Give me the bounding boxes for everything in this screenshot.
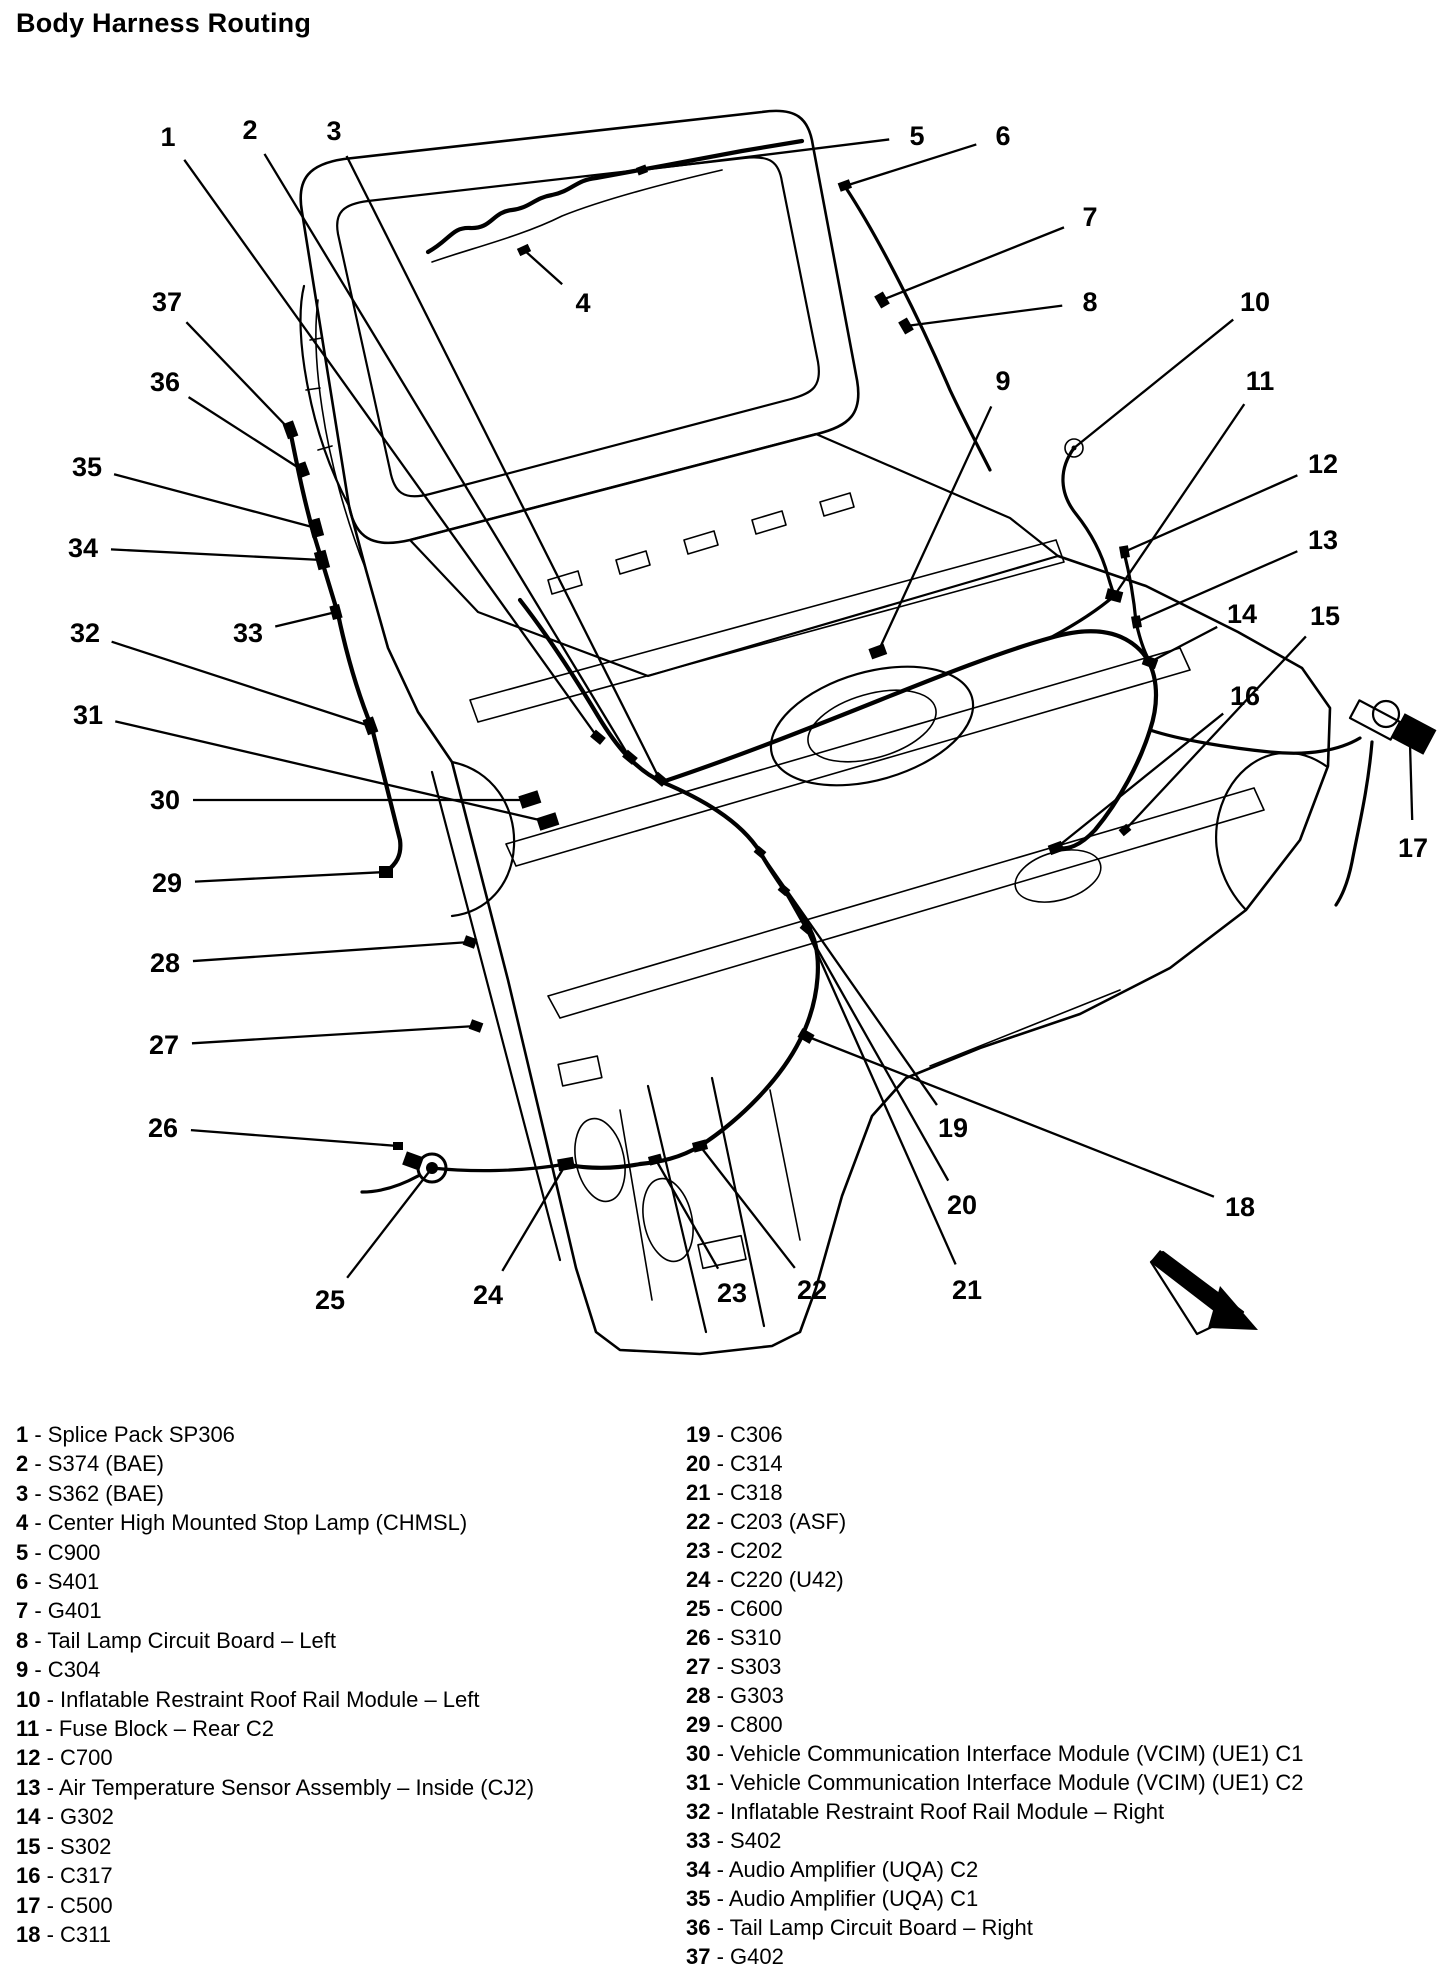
legend-item-label: - C304 xyxy=(28,1657,101,1683)
legend-item-8 xyxy=(16,1626,534,1655)
legend-item-number: 37 xyxy=(686,1944,711,1969)
legend-item-label: - Audio Amplifier (UQA) C1 xyxy=(710,1886,979,1911)
legend-item-22 xyxy=(686,1507,1303,1536)
legend-item-number: 17 xyxy=(16,1892,41,1918)
legend-item-number: 16 xyxy=(16,1863,41,1889)
legend-item-label: - C306 xyxy=(710,1422,783,1447)
legend-item-30 xyxy=(686,1739,1303,1768)
legend-item-label: - Fuse Block – Rear C2 xyxy=(39,1716,275,1742)
callout-layer xyxy=(68,115,1428,1315)
legend-column-left xyxy=(16,1420,534,1949)
leader-target-10 xyxy=(1072,446,1077,451)
callout-25: 25 xyxy=(314,1285,346,1315)
leader-target-23 xyxy=(654,1158,659,1163)
legend-item-number: 1 xyxy=(16,1422,29,1447)
legend-item-label: - S303 xyxy=(710,1654,782,1679)
legend-item-11 xyxy=(16,1714,534,1743)
callout-7: 7 xyxy=(1082,202,1098,232)
leader-target-30 xyxy=(528,798,533,803)
legend-item-label: - G302 xyxy=(40,1804,114,1830)
leader-target-24 xyxy=(564,1162,569,1167)
legend-item-9 xyxy=(16,1655,534,1684)
callout-29: 29 xyxy=(151,868,183,898)
legend-item-37 xyxy=(686,1942,1303,1971)
legend-item-21 xyxy=(686,1478,1303,1507)
callout-24: 24 xyxy=(472,1280,504,1310)
legend-item-number: 27 xyxy=(686,1654,711,1679)
legend-item-label: - C600 xyxy=(710,1596,783,1621)
legend-item-26 xyxy=(686,1623,1303,1652)
leader-target-21 xyxy=(804,926,809,931)
callout-13: 13 xyxy=(1307,525,1339,555)
callout-21: 21 xyxy=(951,1275,983,1305)
leader-target-20 xyxy=(782,888,787,893)
legend-item-31 xyxy=(686,1768,1303,1797)
leader-target-28 xyxy=(468,940,473,945)
leader-line-32 xyxy=(112,642,370,726)
legend-item-label: - S402 xyxy=(710,1828,782,1853)
leader-target-3 xyxy=(658,778,663,783)
page-title: Body Harness Routing xyxy=(16,8,312,38)
leader-target-11 xyxy=(1112,594,1117,599)
legend-item-number: 13 xyxy=(16,1774,41,1800)
callout-12: 12 xyxy=(1307,449,1339,479)
legend-item-number: 7 xyxy=(16,1598,29,1624)
leader-line-35 xyxy=(114,474,316,528)
callout-28: 28 xyxy=(149,948,181,978)
callout-19: 19 xyxy=(937,1113,969,1143)
callout-37: 37 xyxy=(151,287,183,317)
legend-item-label: - C500 xyxy=(40,1892,113,1918)
legend-item-number: 28 xyxy=(686,1683,711,1708)
legend-item-33 xyxy=(686,1826,1303,1855)
legend-item-label: - Vehicle Communication Interface Module (VCIM) (UE1) C1 xyxy=(710,1741,1304,1766)
leader-line-21 xyxy=(806,928,956,1264)
leader-target-25 xyxy=(430,1166,435,1171)
legend-item-label: - Center High Mounted Stop Lamp (CHMSL) xyxy=(28,1510,468,1536)
leader-target-22 xyxy=(698,1144,703,1149)
leader-line-37 xyxy=(186,322,290,430)
legend-column-right xyxy=(686,1420,1303,1971)
legend-item-label: - S374 (BAE) xyxy=(28,1451,164,1477)
legend-item-number: 33 xyxy=(686,1828,711,1853)
callout-20: 20 xyxy=(946,1190,978,1220)
legend-item-number: 4 xyxy=(16,1510,29,1536)
leader-target-26 xyxy=(396,1144,401,1149)
legend-item-number: 36 xyxy=(686,1915,711,1940)
leader-line-33 xyxy=(275,612,336,627)
leader-line-17 xyxy=(1410,744,1412,820)
legend-item-label: - Tail Lamp Circuit Board – Left xyxy=(28,1627,336,1653)
legend-item-18 xyxy=(16,1920,534,1949)
legend-item-label: - G401 xyxy=(28,1598,102,1624)
callout-4: 4 xyxy=(575,288,591,318)
leader-target-32 xyxy=(368,724,373,729)
callout-34: 34 xyxy=(67,533,99,563)
leader-target-1 xyxy=(596,736,601,741)
legend-item-4 xyxy=(16,1508,534,1537)
callout-14: 14 xyxy=(1226,599,1258,629)
leader-target-33 xyxy=(334,610,339,615)
legend-item-label: - S310 xyxy=(710,1625,782,1650)
leader-target-36 xyxy=(300,468,305,473)
legend-item-number: 34 xyxy=(686,1857,711,1882)
connector-blobs xyxy=(283,165,1159,1172)
legend-item-2 xyxy=(16,1449,534,1478)
legend-item-number: 2 xyxy=(16,1451,29,1477)
callout-2: 2 xyxy=(242,115,258,145)
leader-line-5 xyxy=(642,139,889,170)
legend-item-number: 14 xyxy=(16,1804,41,1830)
legend-item-number: 20 xyxy=(686,1451,711,1476)
legend-item-label: - Splice Pack SP306 xyxy=(28,1422,235,1447)
legend-item-label: - C203 (ASF) xyxy=(710,1509,847,1534)
legend-item-7 xyxy=(16,1596,534,1625)
legend-item-number: 23 xyxy=(686,1538,711,1563)
legend-item-32 xyxy=(686,1797,1303,1826)
legend-item-number: 31 xyxy=(686,1770,711,1795)
leader-target-2 xyxy=(628,756,633,761)
callout-1: 1 xyxy=(160,122,176,152)
leader-line-27 xyxy=(192,1026,476,1043)
callout-36: 36 xyxy=(149,367,181,397)
legend-item-number: 26 xyxy=(686,1625,711,1650)
legend-item-label: - G303 xyxy=(710,1683,784,1708)
callout-18: 18 xyxy=(1224,1192,1256,1222)
leader-target-18 xyxy=(804,1034,809,1039)
callout-10: 10 xyxy=(1239,287,1271,317)
leader-target-12 xyxy=(1122,550,1127,555)
legend-item-number: 21 xyxy=(686,1480,711,1505)
leader-target-13 xyxy=(1134,620,1139,625)
legend-item-1 xyxy=(16,1420,534,1449)
leader-target-5 xyxy=(640,168,645,173)
leader-target-31 xyxy=(546,820,551,825)
legend-item-13 xyxy=(16,1773,534,1802)
legend-item-label: - C202 xyxy=(710,1538,783,1563)
legend-item-number: 6 xyxy=(16,1569,29,1595)
callout-35: 35 xyxy=(71,452,103,482)
legend-item-number: 30 xyxy=(686,1741,711,1766)
leader-line-9 xyxy=(878,406,991,652)
callout-22: 22 xyxy=(796,1275,828,1305)
legend-item-number: 29 xyxy=(686,1712,711,1737)
legend-item-3 xyxy=(16,1479,534,1508)
legend-item-number: 15 xyxy=(16,1833,41,1859)
legend-item-number: 3 xyxy=(16,1480,29,1506)
leader-line-12 xyxy=(1124,475,1297,552)
legend-item-label: - Tail Lamp Circuit Board – Right xyxy=(710,1915,1033,1940)
leader-line-29 xyxy=(195,872,386,882)
leader-line-18 xyxy=(806,1036,1214,1197)
legend-item-label: - S362 (BAE) xyxy=(28,1480,164,1506)
legend-item-23 xyxy=(686,1536,1303,1565)
callout-32: 32 xyxy=(69,618,101,648)
leader-line-28 xyxy=(193,942,470,961)
leader-line-8 xyxy=(906,306,1062,326)
legend-item-10 xyxy=(16,1685,534,1714)
leader-line-16 xyxy=(1056,714,1223,848)
legend-item-number: 9 xyxy=(16,1657,29,1683)
callout-31: 31 xyxy=(72,700,104,730)
legend-item-27 xyxy=(686,1652,1303,1681)
legend-item-number: 19 xyxy=(686,1422,711,1447)
legend-item-number: 25 xyxy=(686,1596,711,1621)
legend-item-number: 35 xyxy=(686,1886,711,1911)
legend-item-label: - Vehicle Communication Interface Module (VCIM) (UE1) C2 xyxy=(710,1770,1304,1795)
legend-item-12 xyxy=(16,1743,534,1772)
leader-line-3 xyxy=(347,156,660,780)
leader-line-13 xyxy=(1136,551,1297,622)
leader-target-7 xyxy=(880,298,885,303)
legend-item-24 xyxy=(686,1565,1303,1594)
callout-5: 5 xyxy=(909,121,925,151)
legend-item-5 xyxy=(16,1538,534,1567)
leader-line-10 xyxy=(1074,320,1233,448)
legend-item-number: 11 xyxy=(16,1716,40,1742)
callout-11: 11 xyxy=(1245,366,1275,396)
legend-item-19 xyxy=(686,1420,1303,1449)
legend-item-label: - G402 xyxy=(710,1944,784,1969)
legend-item-15 xyxy=(16,1832,534,1861)
legend-item-14 xyxy=(16,1802,534,1831)
leader-line-36 xyxy=(189,397,302,470)
callout-17: 17 xyxy=(1397,833,1429,863)
leader-line-11 xyxy=(1114,404,1244,596)
legend-item-number: 18 xyxy=(16,1921,41,1947)
legend-item-label: - Air Temperature Sensor Assembly – Inside (CJ2) xyxy=(40,1774,535,1800)
leader-target-8 xyxy=(904,324,909,329)
leader-line-24 xyxy=(502,1164,566,1271)
leader-line-26 xyxy=(191,1130,398,1146)
legend-item-number: 24 xyxy=(686,1567,711,1592)
legend-item-label: - S302 xyxy=(40,1833,112,1859)
callout-30: 30 xyxy=(149,785,181,815)
legend-item-34 xyxy=(686,1855,1303,1884)
legend-item-label: - C900 xyxy=(28,1539,101,1565)
legend-item-label: - C700 xyxy=(40,1745,113,1771)
callout-26: 26 xyxy=(147,1113,179,1143)
leader-target-16 xyxy=(1054,846,1059,851)
leader-target-14 xyxy=(1148,660,1153,665)
leader-line-34 xyxy=(111,549,322,560)
legend-item-number: 32 xyxy=(686,1799,711,1824)
legend-item-label: - C318 xyxy=(710,1480,783,1505)
legend-item-label: - Inflatable Restraint Roof Rail Module – Right xyxy=(710,1799,1165,1824)
leader-line-31 xyxy=(115,721,548,822)
callout-27: 27 xyxy=(148,1030,180,1060)
legend-item-label: - C317 xyxy=(40,1863,113,1889)
legend-item-label: - C314 xyxy=(710,1451,783,1476)
legend-item-label: - C800 xyxy=(710,1712,783,1737)
leader-line-25 xyxy=(347,1168,432,1278)
callout-23: 23 xyxy=(716,1278,748,1308)
legend-item-label: - S401 xyxy=(28,1569,100,1595)
callout-15: 15 xyxy=(1309,601,1341,631)
leader-target-4 xyxy=(522,248,527,253)
legend-item-label: - Inflatable Restraint Roof Rail Module – Left xyxy=(40,1686,480,1712)
legend-item-number: 5 xyxy=(16,1539,29,1565)
callout-3: 3 xyxy=(326,116,342,146)
callout-9: 9 xyxy=(995,366,1011,396)
leader-target-27 xyxy=(474,1024,479,1029)
leader-target-6 xyxy=(843,184,848,189)
leader-target-15 xyxy=(1123,828,1128,833)
callout-33: 33 xyxy=(232,618,264,648)
legend-item-6 xyxy=(16,1567,534,1596)
legend-item-number: 8 xyxy=(16,1627,29,1653)
leader-line-7 xyxy=(882,227,1064,300)
callout-6: 6 xyxy=(995,121,1011,151)
callout-8: 8 xyxy=(1082,287,1098,317)
legend-item-35 xyxy=(686,1884,1303,1913)
legend-item-28 xyxy=(686,1681,1303,1710)
legend-item-25 xyxy=(686,1594,1303,1623)
legend-item-29 xyxy=(686,1710,1303,1739)
legend-item-number: 12 xyxy=(16,1745,41,1771)
legend-item-20 xyxy=(686,1449,1303,1478)
direction-arrow-icon xyxy=(1150,1250,1258,1334)
legend-item-36 xyxy=(686,1913,1303,1942)
legend-item-label: - Audio Amplifier (UQA) C2 xyxy=(710,1857,979,1882)
leader-target-29 xyxy=(384,870,389,875)
leader-target-34 xyxy=(320,558,325,563)
leader-line-4 xyxy=(524,250,562,284)
legend-item-label: - C220 (U42) xyxy=(710,1567,844,1592)
legend-item-17 xyxy=(16,1891,534,1920)
leader-target-9 xyxy=(876,650,881,655)
legend-item-label: - C311 xyxy=(40,1921,111,1947)
leader-target-35 xyxy=(314,526,319,531)
legend-item-16 xyxy=(16,1861,534,1890)
callout-16: 16 xyxy=(1229,681,1261,711)
leader-target-19 xyxy=(758,850,763,855)
leader-target-17 xyxy=(1408,742,1413,747)
leader-target-37 xyxy=(288,428,293,433)
legend-item-number: 22 xyxy=(686,1509,711,1534)
legend-item-number: 10 xyxy=(16,1686,41,1712)
